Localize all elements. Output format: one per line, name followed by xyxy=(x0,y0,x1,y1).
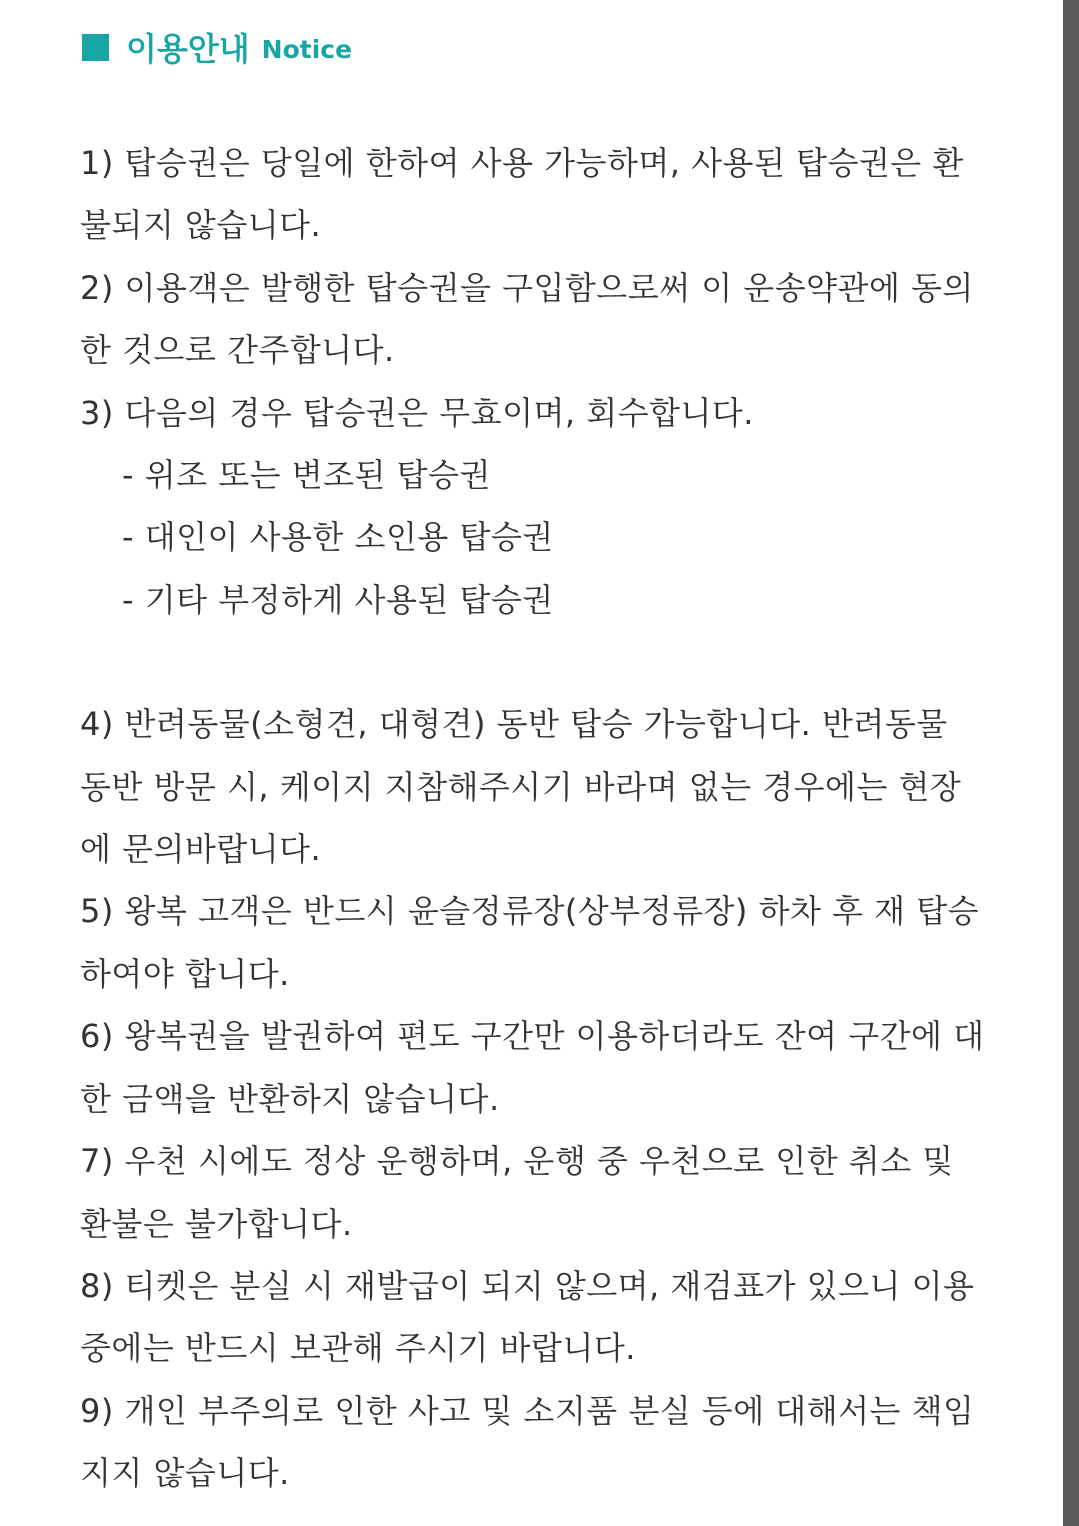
notice-title: 이용안내 xyxy=(126,30,250,68)
notice-subtitle: Notice xyxy=(261,34,353,64)
notice-item-1: 1) 탑승권은 당일에 한하여 사용 가능하며, 사용된 탑승권은 환불되지 않습니다. xyxy=(80,144,964,245)
notice-item-3-sub-3: - 기타 부정하게 사용된 탑승권 xyxy=(122,580,554,619)
notice-item-7: 7) 우천 시에도 정상 운행하며, 운행 중 우천으로 인한 취소 및 환불은 불가합니다. xyxy=(80,1142,954,1243)
notice-header xyxy=(82,24,352,70)
notice-item-8: 8) 티켓은 분실 시 재발급이 되지 않으며, 재검표가 있으니 이용 중에는 반드시 보관해 주시기 바랍니다. xyxy=(80,1266,975,1368)
notice-item-6: 6) 왕복권을 발권하여 편도 구간만 이용하더라도 잔여 구간에 대한 금액을 반환하지 않습니다. xyxy=(80,1017,985,1118)
spacer xyxy=(80,631,985,693)
notice-item-3: 3) 다음의 경우 탑승권은 무효이며, 회수합니다. xyxy=(80,393,754,432)
notice-item-3-sub-1: - 위조 또는 변조된 탑승권 xyxy=(122,456,491,495)
notice-item-2: 2) 이용객은 발행한 탑승권을 구입함으로써 이 운송약관에 동의한 것으로 간주합니다. xyxy=(80,268,974,370)
scrollbar[interactable] xyxy=(1063,0,1079,1526)
notice-item-3-sub-2: - 대인이 사용한 소인용 탑승권 xyxy=(122,518,554,557)
notice-list xyxy=(80,132,985,1505)
notice-item-5: 5) 왕복 고객은 반드시 윤슬정류장(상부정류장) 하차 후 재 탑승하여야 합니다. xyxy=(80,892,980,993)
notice-item-9: 9) 개인 부주의로 인한 사고 및 소지품 분실 등에 대해서는 책임지지 않습니다. xyxy=(80,1391,975,1493)
square-bullet-icon xyxy=(82,34,109,61)
notice-item-4: 4) 반려동물(소형견, 대형견) 동반 탑승 가능합니다. 반려동물 동반 방문 시, 케이지 지참해주시기 바라며 없는 경우에는 현장에 문의바랍니다. xyxy=(80,705,962,869)
